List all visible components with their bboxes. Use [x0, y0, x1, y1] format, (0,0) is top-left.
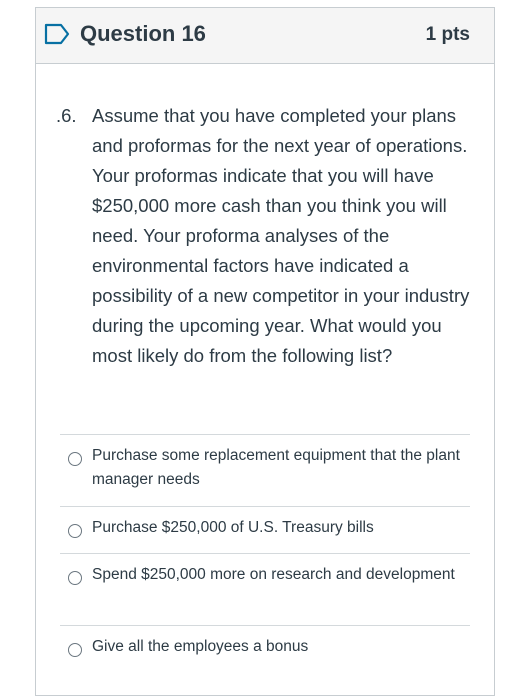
- answer-list: [60, 434, 470, 672]
- answer-label: Purchase some replacement equipment that the plant manager needs: [92, 447, 460, 488]
- answer-label: Give all the employees a bonus: [92, 638, 309, 655]
- answer-label: Spend $250,000 more on research and development: [92, 566, 455, 583]
- question-number: .6.: [56, 105, 77, 126]
- question-header: [36, 8, 494, 64]
- question-title: Question 16: [80, 21, 206, 46]
- answer-option[interactable]: [60, 434, 470, 506]
- flag-question-icon[interactable]: [44, 23, 70, 45]
- answer-label: Purchase $250,000 of U.S. Treasury bills: [92, 519, 374, 536]
- answer-option[interactable]: [60, 625, 470, 672]
- answer-option[interactable]: [60, 553, 470, 625]
- question-card: [35, 7, 495, 696]
- radio-icon[interactable]: [68, 571, 82, 585]
- radio-icon[interactable]: [68, 452, 82, 466]
- question-body: Assume that you have completed your plans and proformas for the next year of operations. Your proformas indicate that you will have $250,000 more cash than you think you will need. Your proforma analyses of the environmental factors have indicated a possibility of a new competitor in your industry during the upcoming year. What would you most likely do from the following list?: [92, 105, 470, 366]
- answer-option[interactable]: [60, 506, 470, 553]
- radio-icon[interactable]: [68, 524, 82, 538]
- question-points: 1 pts: [425, 24, 470, 45]
- radio-icon[interactable]: [68, 643, 82, 657]
